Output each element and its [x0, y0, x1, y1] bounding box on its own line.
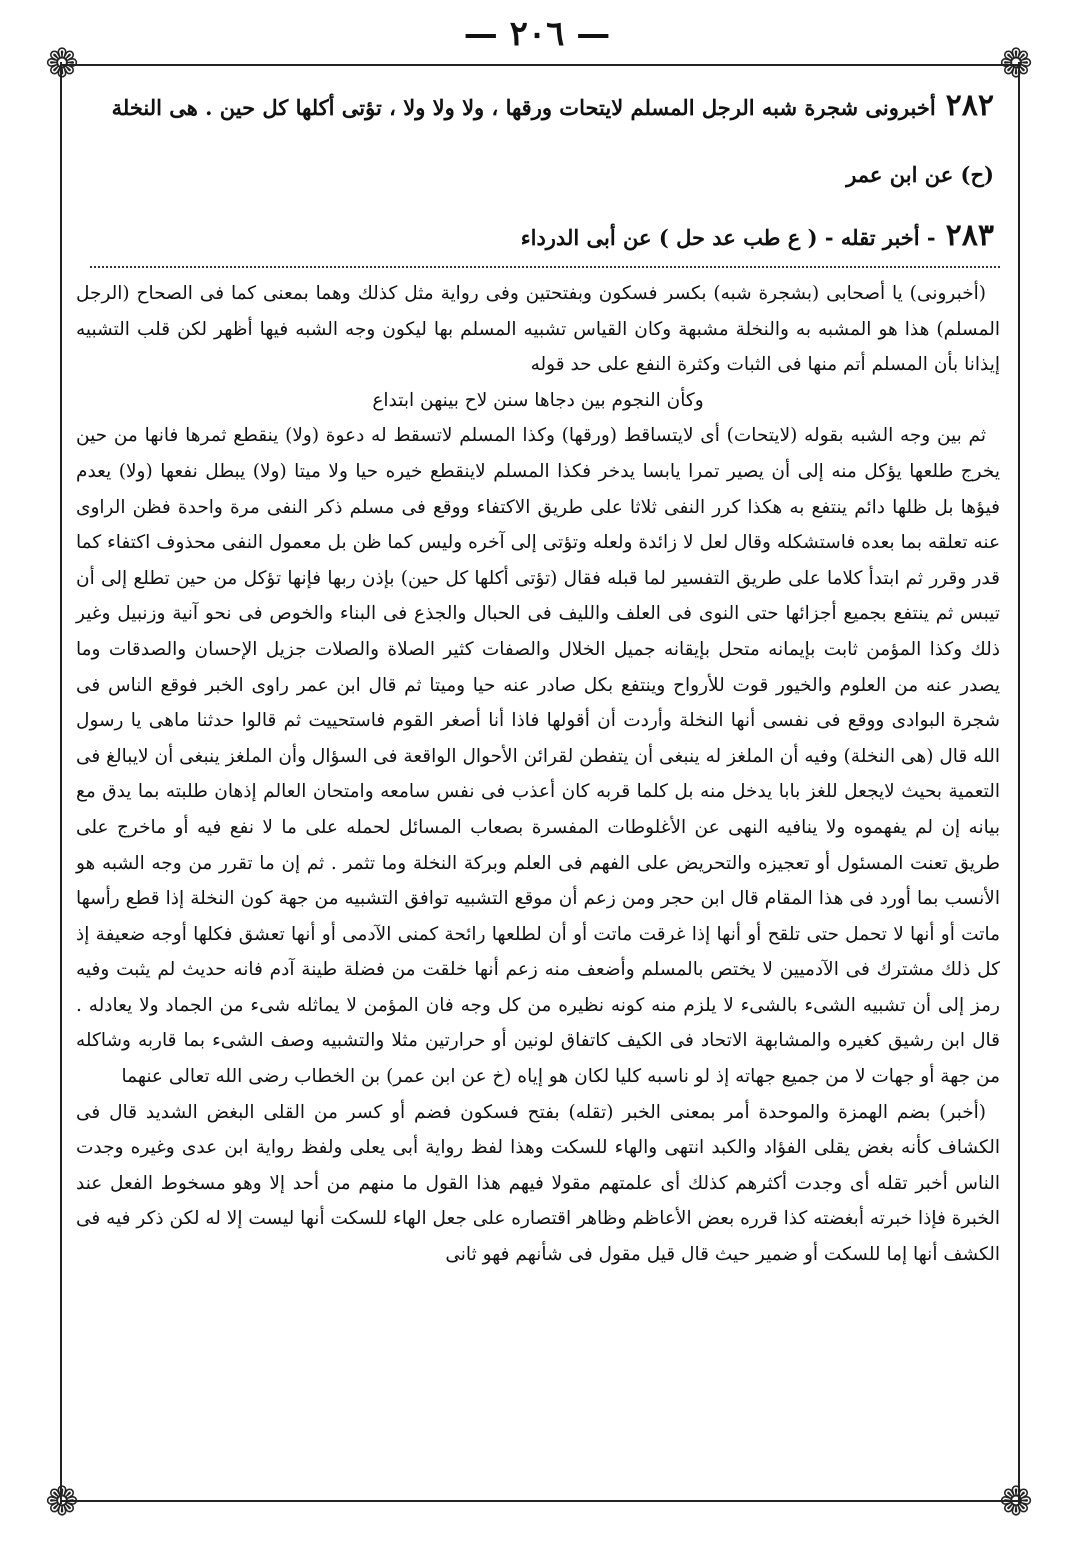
- section-separator: [90, 266, 1000, 268]
- hadith-text: أخبرونى شجرة شبه الرجل المسلم لايتحات ورقها ، ولا ولا ولا ، تؤتى أكلها كل حين . هى النخلة: [111, 95, 936, 120]
- corner-ornament-icon: ❁: [45, 41, 79, 87]
- hadith-source: (ح) عن ابن عمر: [846, 162, 994, 187]
- poetry-verse: وكأن النجوم بين دجاها سنن لاح بينهن ابتداع: [372, 389, 704, 411]
- page-number: — ٢٠٦ —: [463, 14, 611, 54]
- hadith-number: ٢٨٣: [945, 218, 994, 253]
- corner-ornament-icon: ❁: [45, 1479, 79, 1525]
- frame-top-rule: [60, 64, 1020, 66]
- hadith-282: [80, 88, 994, 123]
- hadith-text: - أخبر تقله - ( ع طب عد حل ) عن أبى الدرداء: [520, 225, 936, 250]
- corner-ornament-icon: ❁: [999, 41, 1033, 87]
- hadith-number: ٢٨٢: [945, 88, 994, 123]
- commentary-paragraph: (أخبرونى) يا أصحابى (بشجرة شبه) بكسر فسكون وبفتحتين وفى رواية مثل كذلك وهما بمعنى كما فى الصحاح (الرجل المسلم) هذا هو المشبه به والنخلة مشبهة وكان القياس تشبيه المسلم بها ليكون وجه الشبه فيها أظهر لكن قلب التشبيه إيذانا بأن المسلم أتم منها فى الثبات وكثرة النفع على حد قوله: [76, 283, 1000, 376]
- hadith-282-source: [80, 162, 994, 187]
- corner-ornament-icon: ❁: [999, 1479, 1033, 1525]
- hadith-283: [80, 218, 994, 253]
- commentary-paragraph: (أخبر) بضم الهمزة والموحدة أمر بمعنى الخبر (تقله) بفتح فسكون فضم أو كسر من القلى البغض الشديد قال فى الكشاف كأنه بغض يقلى الفؤاد والكبد انتهى والهاء للسكت وهذا لفظ رواية أبى يعلى ولفظ رواية ابن عدى وغيره وجدت الناس أخبر تقله أى وجدت أكثرهم كذلك أى علمتهم مقولا فيهم هذا القول ما منهم من أحد إلا وهو مسخوط الفعل عند الخبرة فإذا خبرته أبغضته كذا قرره بعض الأعاظم وظاهر اقتصاره على جعل الهاء للسكت أنها ليست إلا له لكن ذكر فيه فى الكشف أنها إما للسكت أو ضمير حيث قال قيل مقول فى شأنهم فهو ثانى: [76, 1101, 1000, 1266]
- frame-bottom-rule: [60, 1500, 1020, 1502]
- commentary-paragraph: ثم بين وجه الشبه بقوله (لايتحات) أى لايتساقط (ورقها) وكذا المسلم لاتسقط له دعوة (ولا) ينقطع ثمرها فانها من حين يخرج طلعها يؤكل منه إلى أن يصير تمرا يابسا يدخر فكذا المسلم لاينقطع خيره حيا ولا ميتا (ولا) يبطل نفعها (ولا) يعدم فيؤها بل ظلها دائم ينتفع به هكذا كرر النفى ثلاثا على طريق الاكتفاء ووقع فى مسلم ذكر النفى مرة واحدة فظن الراوى عنه تعلقه بما بعده فاستشكله وقال لعل لا زائدة ولعله وتؤتى إلى آخره وليس كما ظن بل معمول النفى محذوف اكتفاء كما قدر وقرر ثم ابتدأ كلاما على طريق التفسير لما قبله فقال (تؤتى أكلها كل حين) بإذن ربها فإنها تؤكل من حين تطلع إلى أن تيبس ثم ينتفع بجميع أجزائها حتى النوى فى العلف والليف فى الحبال والجذع فى البناء والخوص فى نحو آنية وزنبيل وغير ذلك وكذا المؤمن ثابت بإيمانه متحل بإيقانه جميل الخلال والصفات كثير الصلاة والصلات جزيل الإحسان والصدقات وما يصدر عنه من العلوم والخيور قوت للأرواح وينتفع بكل صادر عنه حيا وميتا ثم قال ابن عمر راوى الخبر فوقع الناس فى شجرة البوادى ووقع فى نفسى أنها النخلة وأردت أن أقولها فاذا أنا أصغر القوم فاستحييت ثم قالوا حدثنا ماهى يا رسول الله قال (هى النخلة) وفيه أن الملغز له ينبغى أن يتفطن لقرائن الأحوال الواقعة فى السؤال وأن الملغز ينبغى أن لايبالغ فى التعمية بحيث لايجعل للغز بابا يدخل منه بل كلما قربه كان أعذب فى نفس سامعه وامتحان العالم إذهان طلبته بما يدق مع بيانه إن لم يفهموه ولا ينافيه النهى عن الأغلوطات المفسرة بصعاب المسائل لحمله على ما لا نفع فيه أو ماخرج على طريق تعنت المسئول أو تعجيزه والتحريض على الفهم فى العلم وبركة النخلة وما تثمر . ثم إن ما تقرر من وجه الشبه هو الأنسب بما أورد فى هذا المقام قال ابن حجر ومن زعم أن موقع التشبيه توافق التشبيه من جهة كون النخلة إذا قطع رأسها ماتت أو أنها لا تحمل حتى تلقح أو أنها إذا غرقت ماتت أو أن لطلعها رائحة كمنى الآدمى أو أنها تعشق فكلها أوجه ضعيفة إذ كل ذلك مشترك فى الآدميين لا يختص بالمسلم وأضعف منه زعم أنها خلقت من فضلة طينة آدم فانه حديث لم يثبت وفيه رمز إلى أن تشبيه الشىء بالشىء لا يلزم منه كونه نظيره من كل وجه فان المؤمن لا يماثله شىء من الجماد ولا يعادله . قال ابن رشيق كغيره والمشابهة الاتحاد فى الكيف كاتفاق لونين أو حرارتين مثلا والتشبيه وصف الشىء بما قاربه وشاكله من جهة أو جهات لا من جميع جهاته إذ لو ناسبه كليا لكان هو إياه (خ عن ابن عمر) بن الخطاب رضى الله تعالى عنهما: [76, 425, 1000, 1088]
- commentary: [76, 276, 1000, 1273]
